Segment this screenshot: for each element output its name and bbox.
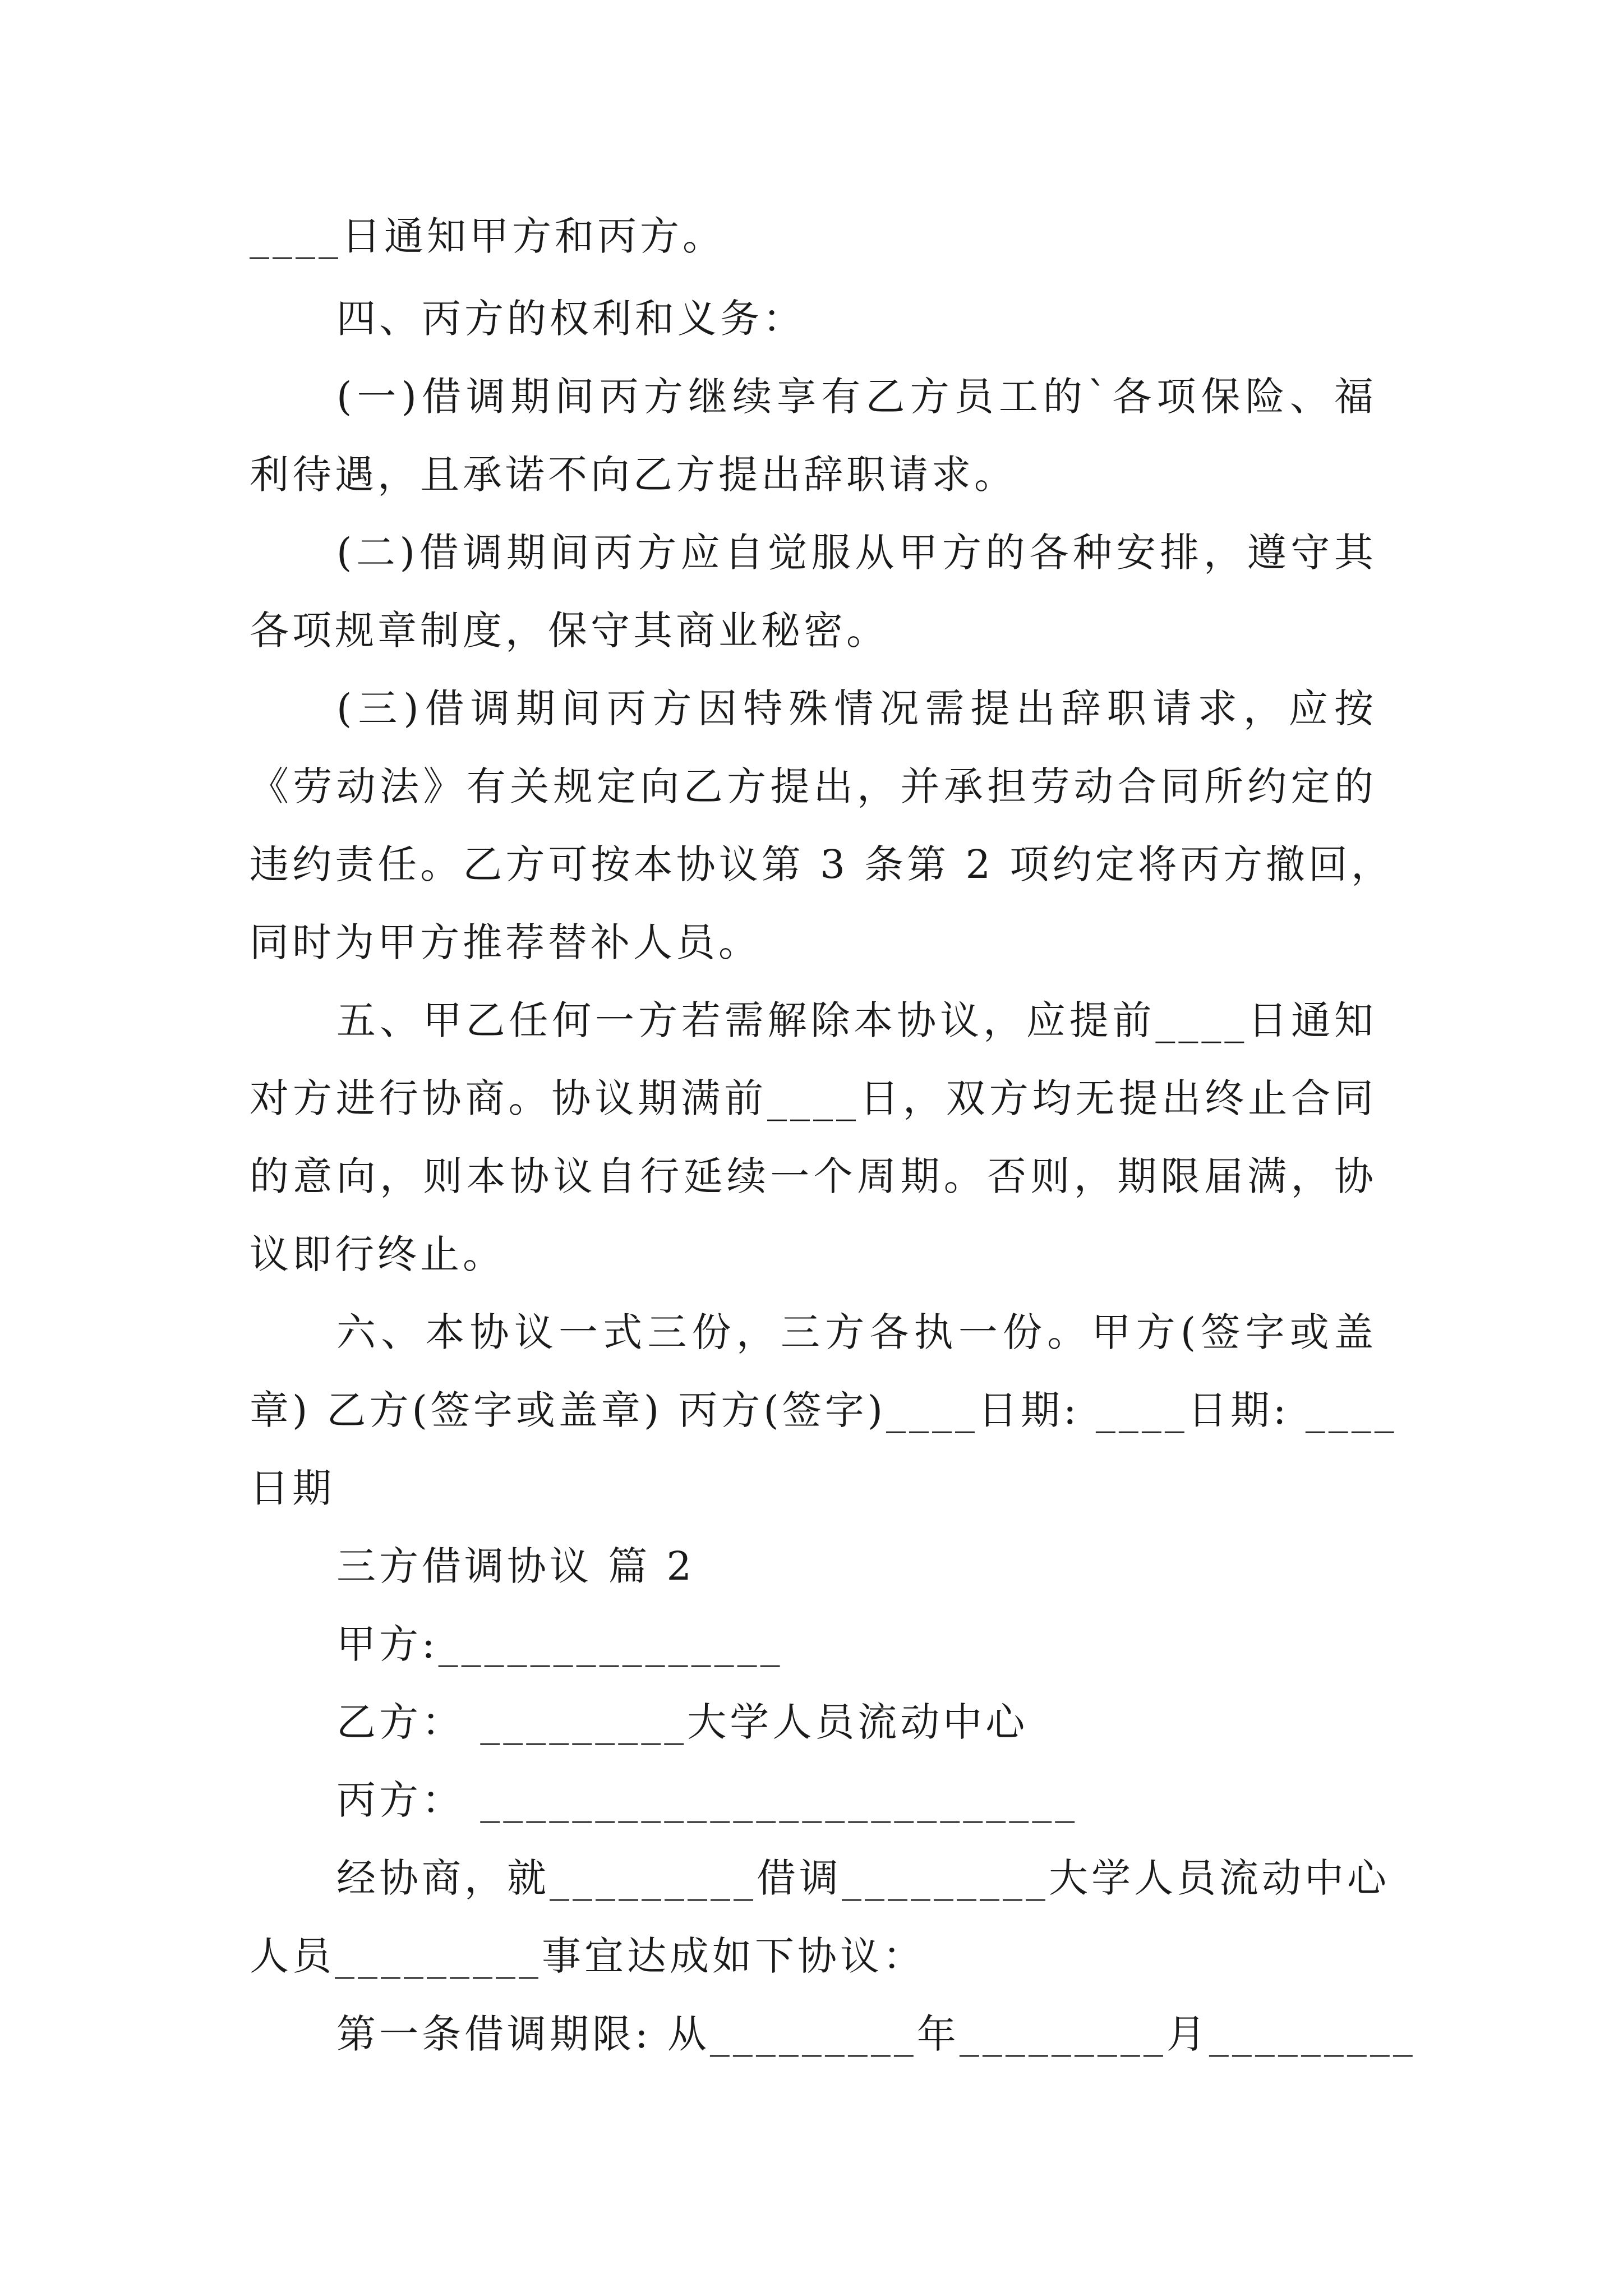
party-b-field: 乙方： _________大学人员流动中心 — [336, 1699, 1029, 1745]
text-line-12: 对方进行协商。协议期满前____日，双方均无提出终止合同 — [250, 1075, 1377, 1121]
text-line-6: 各项规章制度，保守其商业秘密。 — [250, 608, 889, 654]
clause-1-term: 第一条借调期限: 从_________年_________月_________ — [336, 2011, 1416, 2057]
text-line-4: 利待遇，且承诺不向乙方提出辞职请求。 — [250, 452, 1017, 498]
text-line-23: 人员_________事宜达成如下协议： — [250, 1933, 925, 1979]
article-title: 三方借调协议 篇 2 — [336, 1543, 695, 1589]
text-line-3: (一)借调期间丙方继续享有乙方员工的`各项保险、福 — [336, 374, 1377, 420]
section-heading-4: 四、丙方的权利和义务： — [336, 296, 805, 342]
text-line-22: 经协商，就_________借调_________大学人员流动中心 — [336, 1855, 1390, 1901]
text-line-8: 《劳动法》有关规定向乙方提出，并承担劳动合同所约定的 — [250, 763, 1377, 809]
text-line-17: 日期 — [250, 1465, 335, 1511]
text-line-14: 议即行终止。 — [250, 1231, 505, 1277]
text-line-1: ____日通知甲方和丙方。 — [250, 213, 725, 259]
text-line-5: (二)借调期间丙方应自觉服从甲方的各种安排，遵守其 — [336, 530, 1377, 576]
text-line-10: 同时为甲方推荐替补人员。 — [250, 919, 761, 965]
section-heading-6: 六、本协议一式三份，三方各执一份。甲方(签字或盖 — [336, 1309, 1377, 1355]
text-line-13: 的意向，则本协议自行延续一个周期。否则，期限届满，协 — [250, 1153, 1377, 1199]
text-line-9: 违约责任。乙方可按本协议第 3 条第 2 项约定将丙方撤回， — [250, 841, 1394, 887]
party-a-field: 甲方:_______________ — [336, 1621, 783, 1667]
party-c-field: 丙方： __________________________ — [336, 1777, 1078, 1823]
text-line-7: (三)借调期间丙方因特殊情况需提出辞职请求，应按 — [336, 685, 1377, 731]
section-heading-5: 五、甲乙任何一方若需解除本协议，应提前____日通知 — [336, 997, 1377, 1043]
signature-line: 章) 乙方(签字或盖章) 丙方(签字)____日期: ____日期: ____ — [250, 1387, 1398, 1433]
